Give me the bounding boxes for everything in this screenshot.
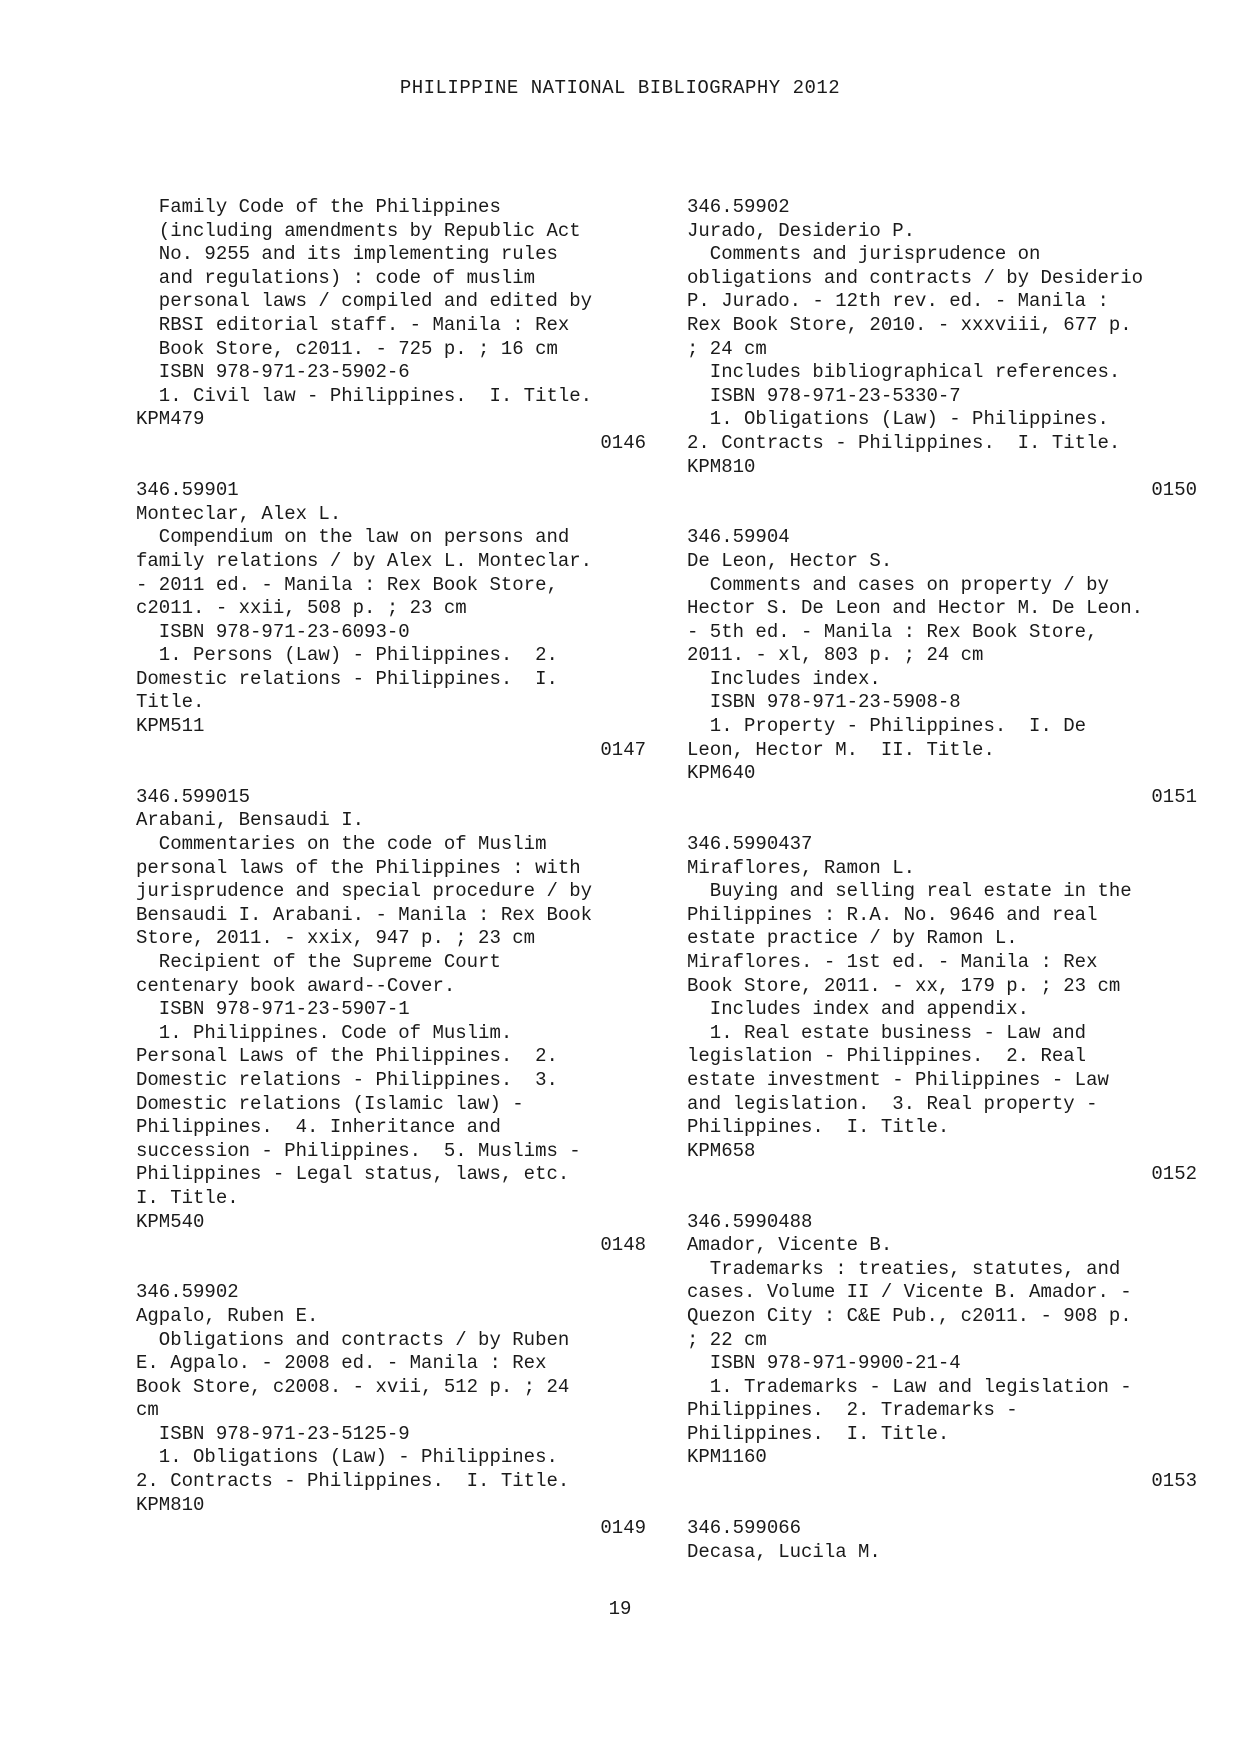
entry-line: cases. Volume II / Vicente B. Amador. - — [687, 1281, 1132, 1304]
entry-line: Decasa, Lucila M. — [687, 1540, 881, 1563]
entry-line: KPM810 — [687, 455, 756, 478]
entry-line: personal laws of the Philippines : with — [136, 856, 581, 879]
entry-line: 346.5990437 — [687, 833, 813, 856]
entry-line: Buying and selling real estate in the — [687, 880, 1132, 903]
entry-line: Philippines. 4. Inheritance and — [136, 1116, 501, 1139]
entry-line: ; 22 cm — [687, 1328, 767, 1351]
entry-line: Comments and jurisprudence on — [687, 243, 1041, 266]
entry-line — [687, 503, 1197, 527]
entry-line: (including amendments by Republic Act — [136, 219, 581, 242]
entry-line: Monteclar, Alex L. — [136, 502, 342, 525]
entry-line: Commentaries on the code of Muslim — [136, 833, 547, 856]
entry-line: Rex Book Store, 2010. - xxxviii, 677 p. — [687, 313, 1132, 336]
entry-number: 0150 — [1151, 479, 1197, 502]
entry-line: 2011. - xl, 803 p. ; 24 cm — [687, 644, 984, 667]
entry-line: Includes index. — [687, 667, 881, 690]
left-column — [136, 196, 646, 1541]
entry-line — [687, 809, 1197, 833]
entry-line: 346.59902 — [687, 196, 790, 218]
entry-line: c2011. - xxii, 508 p. ; 23 cm — [136, 597, 467, 620]
entry-line: 346.59901 — [136, 479, 239, 502]
entry-line: ISBN 978-971-23-6093-0 — [136, 620, 410, 643]
entry-line: - 5th ed. - Manila : Rex Book Store, — [687, 620, 1098, 643]
entry-line: 1. Persons (Law) - Philippines. 2. — [136, 644, 558, 667]
entry-line: jurisprudence and special procedure / by — [136, 880, 593, 903]
entry-line: 1. Philippines. Code of Muslim. — [136, 1021, 513, 1044]
entry-line: Book Store, c2011. - 725 p. ; 16 cm — [136, 337, 558, 360]
entry-number: 0153 — [1151, 1470, 1197, 1493]
entry-line: 1. Obligations (Law) - Philippines. — [687, 408, 1109, 431]
entry-line: KPM658 — [687, 1139, 756, 1162]
entry-line: - 2011 ed. - Manila : Rex Book Store, — [136, 573, 558, 596]
entry-line: Personal Laws of the Philippines. 2. — [136, 1045, 558, 1068]
entry-line: Quezon City : C&E Pub., c2011. - 908 p. — [687, 1304, 1132, 1327]
entry-line: Philippines : R.A. No. 9646 and real — [687, 903, 1098, 926]
entry-line — [687, 1494, 1197, 1518]
entry-line: and regulations) : code of muslim — [136, 266, 536, 289]
entry-line — [687, 1187, 1197, 1211]
entry-line: I. Title. — [136, 1186, 239, 1209]
entry-line: ; 24 cm — [687, 337, 767, 360]
entry-line: RBSI editorial staff. - Manila : Rex — [136, 313, 570, 336]
entry-line: and legislation. 3. Real property - — [687, 1092, 1098, 1115]
entry-line: Hector S. De Leon and Hector M. De Leon. — [687, 597, 1144, 620]
entry-line: Family Code of the Philippines — [136, 196, 501, 218]
entry-number: 0152 — [1151, 1163, 1197, 1186]
entry-line: Domestic relations - Philippines. I. — [136, 667, 558, 690]
entry-line: 346.5990488 — [687, 1210, 813, 1233]
entry-line: family relations / by Alex L. Monteclar. — [136, 549, 593, 572]
entry-line: ISBN 978-971-23-5907-1 — [136, 998, 410, 1021]
entry-line: estate investment - Philippines - Law — [687, 1068, 1109, 1091]
entry-line: ISBN 978-971-23-5908-8 — [687, 691, 961, 714]
entry-line: ISBN 978-971-23-5125-9 — [136, 1422, 410, 1445]
entry-line: ISBN 978-971-23-5902-6 — [136, 361, 410, 384]
entry-line — [136, 1258, 646, 1282]
entry-line: Philippines. I. Title. — [687, 1116, 950, 1139]
entry-number: 0146 — [600, 431, 646, 454]
entry-line: Arabani, Bensaudi I. — [136, 809, 365, 832]
entry-line — [136, 456, 646, 480]
entry-line: ISBN 978-971-23-5330-7 — [687, 384, 961, 407]
entry-line: Leon, Hector M. II. Title. — [687, 738, 995, 761]
entry-line: legislation - Philippines. 2. Real — [687, 1045, 1087, 1068]
entry-line: Philippines. I. Title. — [687, 1422, 950, 1445]
entry-line: 1. Obligations (Law) - Philippines. — [136, 1446, 558, 1469]
entry-line: cm — [136, 1399, 159, 1422]
right-column — [687, 196, 1197, 1564]
entry-line: No. 9255 and its implementing rules — [136, 243, 558, 266]
entry-number: 0148 — [600, 1234, 646, 1257]
entry-line: Trademarks : treaties, statutes, and — [687, 1257, 1121, 1280]
entry-line: Amador, Vicente B. — [687, 1234, 893, 1257]
entry-line: 346.59902 — [136, 1281, 239, 1304]
entry-line: 2. Contracts - Philippines. I. Title. — [687, 431, 1121, 454]
page-header: PHILIPPINE NATIONAL BIBLIOGRAPHY 2012 — [399, 77, 841, 99]
entry-line: P. Jurado. - 12th rev. ed. - Manila : — [687, 290, 1109, 313]
entry-number: 0147 — [600, 738, 646, 761]
entry-line: Book Store, c2008. - xvii, 512 p. ; 24 — [136, 1375, 570, 1398]
entry-line: Includes index and appendix. — [687, 998, 1030, 1021]
entry-line: Obligations and contracts / by Ruben — [136, 1328, 570, 1351]
entry-line: ISBN 978-971-9900-21-4 — [687, 1352, 961, 1375]
entry-line: obligations and contracts / by Desiderio — [687, 266, 1144, 289]
entry-line: Title. — [136, 691, 205, 714]
page-number: 19 — [608, 1598, 632, 1620]
entry-line: Book Store, 2011. - xx, 179 p. ; 23 cm — [687, 974, 1121, 997]
entry-line: Miraflores, Ramon L. — [687, 856, 916, 879]
entry-line: Miraflores. - 1st ed. - Manila : Rex — [687, 951, 1098, 973]
entry-line: E. Agpalo. - 2008 ed. - Manila : Rex — [136, 1352, 547, 1375]
entry-line: estate practice / by Ramon L. — [687, 927, 1018, 950]
entry-line: Philippines - Legal status, laws, etc. — [136, 1163, 570, 1186]
entry-line: 346.59904 — [687, 526, 790, 549]
entry-line: Recipient of the Supreme Court — [136, 951, 501, 973]
entry-line: 346.599066 — [687, 1517, 802, 1540]
entry-line — [136, 762, 646, 786]
entry-line: KPM540 — [136, 1210, 205, 1233]
entry-line: Comments and cases on property / by — [687, 573, 1109, 596]
entry-line: 1. Trademarks - Law and legislation - — [687, 1375, 1132, 1398]
entry-line: KPM479 — [136, 408, 205, 431]
entry-line: 346.599015 — [136, 785, 251, 808]
entry-line: KPM511 — [136, 715, 205, 738]
entry-line: 2. Contracts - Philippines. I. Title. — [136, 1470, 570, 1493]
entry-number: 0149 — [600, 1517, 646, 1540]
entry-line: 1. Real estate business - Law and — [687, 1021, 1087, 1044]
entry-line: Compendium on the law on persons and — [136, 526, 570, 549]
entry-line: Store, 2011. - xxix, 947 p. ; 23 cm — [136, 927, 536, 950]
entry-line: 1. Civil law - Philippines. I. Title. — [136, 384, 593, 407]
entry-line: centenary book award--Cover. — [136, 974, 456, 997]
entry-line: Jurado, Desiderio P. — [687, 219, 916, 242]
entry-line: KPM1160 — [687, 1446, 767, 1469]
entry-line: KPM640 — [687, 762, 756, 785]
entry-line: Includes bibliographical references. — [687, 361, 1121, 384]
entry-line: personal laws / compiled and edited by — [136, 290, 593, 313]
entry-line: Philippines. 2. Trademarks - — [687, 1399, 1018, 1422]
entry-line: Bensaudi I. Arabani. - Manila : Rex Book — [136, 903, 593, 926]
entry-line: 1. Property - Philippines. I. De — [687, 715, 1087, 738]
entry-line: Domestic relations (Islamic law) - — [136, 1092, 524, 1115]
entry-line: De Leon, Hector S. — [687, 549, 893, 572]
entry-line: KPM810 — [136, 1493, 205, 1516]
entry-line: succession - Philippines. 5. Muslims - — [136, 1139, 581, 1162]
entry-line: Domestic relations - Philippines. 3. — [136, 1068, 558, 1091]
entry-line: Agpalo, Ruben E. — [136, 1304, 319, 1327]
entry-number: 0151 — [1151, 785, 1197, 808]
